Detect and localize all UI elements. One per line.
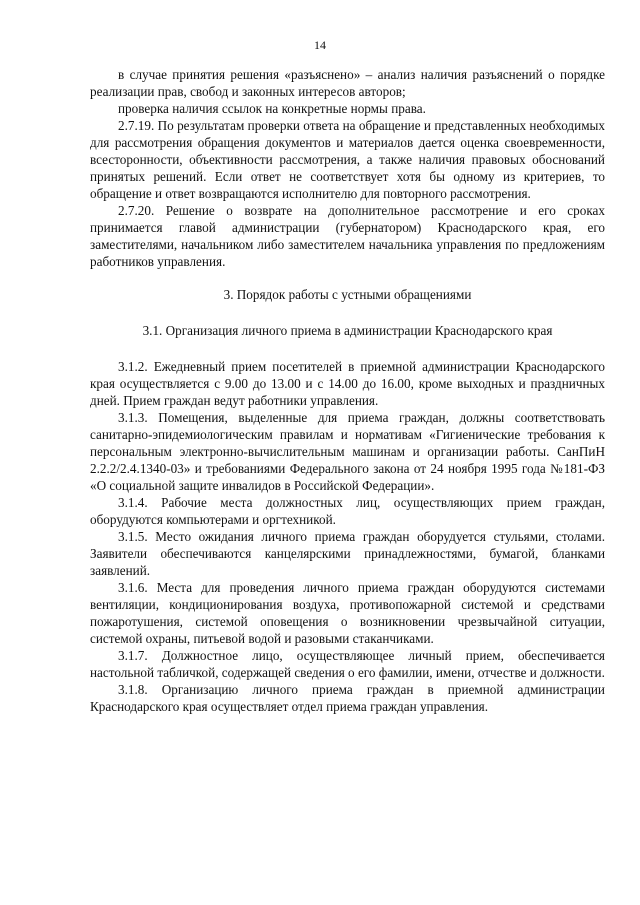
page-number: 14 bbox=[314, 38, 326, 52]
paragraph: 3.1.2. Ежедневный прием посетителей в приемной администрации Краснодарского края осуществляется с 9.00 до 13.00 и с 14.00 до 16.00, кроме выходных и праздничных дней. Прием граждан ведут работники управления. bbox=[90, 359, 605, 408]
paragraph: 2.7.20. Решение о возврате на дополнительное рассмотрение и его сроках принимается главой администрации (губернатором) Краснодарского края, его заместителями, начальником либо заместителем начальника управления по предложениям работников управления. bbox=[90, 203, 605, 269]
paragraph: 3.1.7. Должностное лицо, осуществляющее личный прием, обеспечивается настольной табличкой, содержащей сведения о его фамилии, имени, отчестве и должности. bbox=[90, 648, 605, 680]
paragraph: в случае принятия решения «разъяснено» – анализ наличия разъяснений о порядке реализации прав, свобод и законных интересов авторов; bbox=[90, 67, 605, 99]
paragraph: проверка наличия ссылок на конкретные нормы права. bbox=[118, 101, 426, 116]
paragraph: 3.1.5. Место ожидания личного приема граждан оборудуется стульями, столами. Заявители обеспечиваются канцелярскими принадлежностями, бумагой, бланками заявлений. bbox=[90, 529, 605, 578]
subsection-heading: 3.1. Организация личного приема в администрации Краснодарского края bbox=[142, 323, 553, 338]
section-heading: 3. Порядок работы с устными обращениями bbox=[223, 287, 472, 302]
paragraph: 2.7.19. По результатам проверки ответа на обращение и представленных необходимых для рассмотрения обращения документов и материалов дается оценка своевременности, всесторонности, объективности рассмотрения, а также наличия правовых обоснований принятых решений. Если ответ не соответствует хотя бы одному из критериев, то обращение и ответ возвращаются исполнителю для повторного рассмотрения. bbox=[90, 118, 605, 201]
paragraph: 3.1.3. Помещения, выделенные для приема граждан, должны соответствовать санитарно-эпидемиологическим правилам и нормативам «Гигиенические требования к персональным электронно-вычислительным машинам и организации работы. СанПиН 2.2.2/2.4.1340-03» и требованиями Федерального закона от 24 ноября 1995 года №181-ФЗ «О социальной защите инвалидов в Российской Федерации». bbox=[90, 410, 605, 493]
paragraph: 3.1.6. Места для проведения личного приема граждан оборудуются системами вентиляции, кондиционирования воздуха, противопожарной системой и средствами пожаротушения, системой оповещения о возникновении чрезвычайной ситуации, системой охраны, питьевой водой и разовыми стаканчиками. bbox=[90, 580, 605, 646]
paragraph: 3.1.8. Организацию личного приема граждан в приемной администрации Краснодарского края осуществляет отдел приема граждан управления. bbox=[90, 682, 605, 714]
paragraph: 3.1.4. Рабочие места должностных лиц, осуществляющих прием граждан, оборудуются компьютерами и оргтехникой. bbox=[90, 495, 605, 527]
document-body bbox=[90, 66, 605, 715]
